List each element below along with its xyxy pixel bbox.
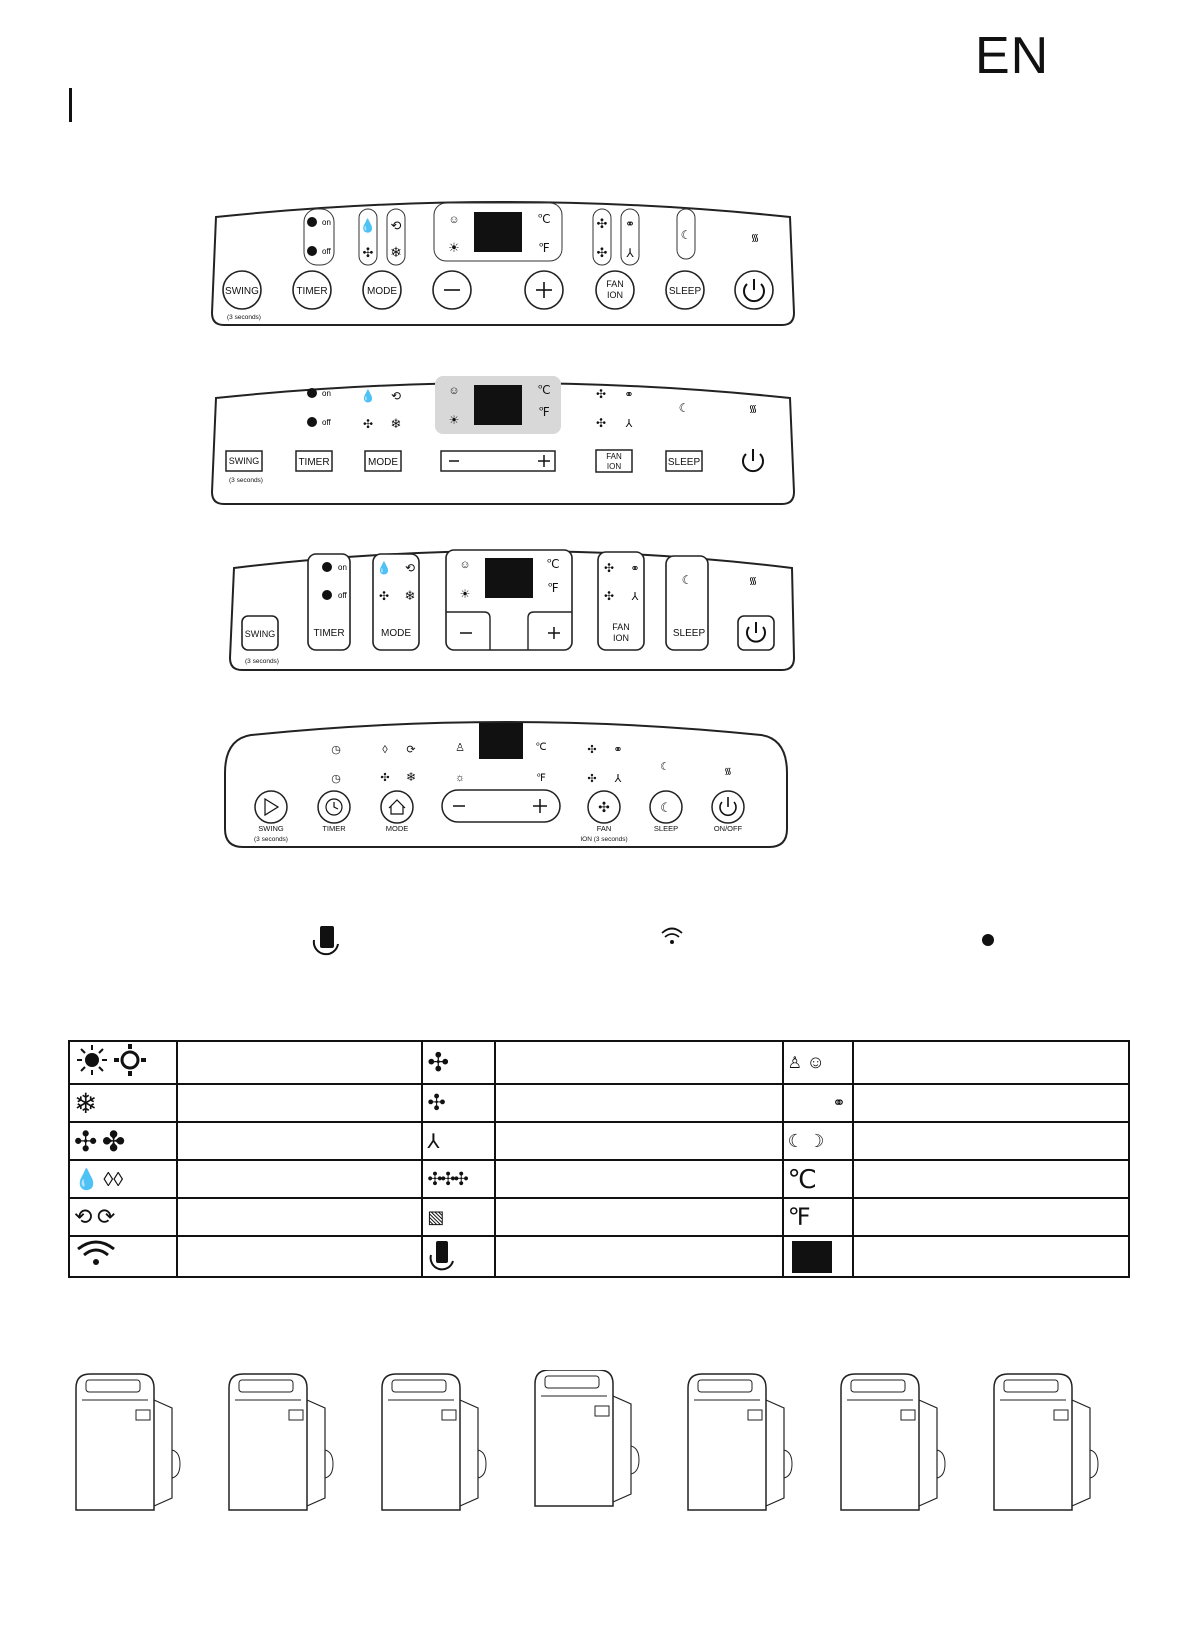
- sun-icon: [77, 1045, 107, 1075]
- fan-medium-icon: ✣: [427, 1090, 446, 1115]
- sleep-button[interactable]: [666, 271, 704, 309]
- control-panel-4: [221, 717, 791, 857]
- fan-high-icon: ✣: [603, 561, 615, 575]
- snowflake-icon: ❄: [74, 1087, 98, 1119]
- sleep-button[interactable]: [650, 791, 682, 833]
- temperature-rocker[interactable]: [442, 790, 560, 822]
- table-row: [69, 1122, 1129, 1160]
- fahrenheit-indicator: ℉: [538, 405, 550, 419]
- display-screen: [479, 723, 523, 759]
- sleep-moon-icon: ☾: [681, 573, 693, 587]
- celsius-indicator: ℃: [537, 383, 551, 397]
- legend-icon-cell: [69, 1198, 177, 1236]
- auto-mode-icon: ⟲: [404, 561, 416, 575]
- legend-label: [853, 1236, 1129, 1277]
- control-panel-1: [208, 195, 798, 335]
- fan-medium-icon: ✣: [587, 773, 597, 785]
- language-tag: EN: [975, 27, 1050, 85]
- drops-outline-icon: ◊◊: [103, 1168, 124, 1191]
- clock-on-icon: [307, 217, 317, 227]
- dehumidify-icon: 💧: [359, 218, 377, 233]
- svg-text:SLEEP: SLEEP: [667, 457, 701, 468]
- legend-icon-cell: [422, 1198, 495, 1236]
- auto-restart-icon: [314, 926, 338, 954]
- svg-text:SLEEP: SLEEP: [668, 286, 702, 297]
- margin-bar: [69, 88, 72, 122]
- clock-off-icon: [307, 417, 317, 427]
- legend-label: [853, 1122, 1129, 1160]
- fan-low-icon: ⅄: [427, 1130, 440, 1153]
- timer-button[interactable]: [296, 451, 332, 471]
- display-screen: [485, 558, 533, 598]
- minus-button[interactable]: [433, 271, 471, 309]
- legend-icon-cell: [69, 1122, 177, 1160]
- plus-button[interactable]: [525, 271, 563, 309]
- drop-icon: 💧: [74, 1168, 99, 1191]
- icon-legend-table: [68, 1040, 1130, 1278]
- swing-button[interactable]: [226, 451, 262, 471]
- fan-mode-icon: ✣: [362, 245, 374, 260]
- sleep-button[interactable]: [666, 556, 708, 650]
- legend-label: [853, 1084, 1129, 1122]
- legend-icon-cell: [69, 1236, 177, 1277]
- celsius-indicator: ℃: [537, 212, 551, 226]
- fan-mode-icon: ✣: [362, 417, 374, 431]
- legend-icon-cell: [422, 1122, 495, 1160]
- svg-text:✣: ✣: [598, 799, 610, 815]
- person-icon: ♙: [787, 1055, 802, 1072]
- display-icon: [792, 1241, 832, 1273]
- fan-high-icon: ✣: [427, 1047, 450, 1077]
- power-button[interactable]: [738, 616, 774, 650]
- svg-text:FAN: FAN: [612, 622, 630, 632]
- sleep-button[interactable]: [666, 451, 702, 471]
- legend-icon-cell: [783, 1122, 853, 1160]
- svg-text:☾: ☾: [660, 800, 672, 815]
- svg-text:SWING: SWING: [258, 824, 284, 833]
- cool-mode-icon: ❄: [390, 416, 402, 431]
- fan-low-icon: ⅄: [625, 418, 633, 430]
- dehumidify-icon: 💧: [376, 561, 392, 575]
- mode-button[interactable]: [365, 451, 401, 471]
- celsius-symbol: ℃: [787, 1163, 817, 1194]
- legend-label: [177, 1236, 422, 1277]
- portable-ac-unit-icon: [382, 1374, 486, 1510]
- clock-on-icon: [307, 388, 317, 398]
- table-row: [69, 1084, 1129, 1122]
- ion-icon: ⚭: [832, 1095, 846, 1112]
- sun-icon: ☀: [459, 587, 471, 601]
- fan-ion-button[interactable]: [596, 450, 632, 472]
- legend-icon-cell: [783, 1198, 853, 1236]
- legend-label: [495, 1160, 782, 1198]
- dot-icon: [982, 934, 994, 946]
- tank-icon: [427, 1237, 457, 1271]
- fahrenheit-indicator: ℉: [547, 581, 559, 595]
- svg-text:TIMER: TIMER: [296, 286, 328, 297]
- portable-ac-unit-icon: [229, 1374, 333, 1510]
- table-row: [69, 1160, 1129, 1198]
- clock-off-icon: [307, 246, 317, 256]
- svg-text:ION: ION: [606, 290, 624, 300]
- fan-low-icon: ⅄: [626, 246, 634, 260]
- fan-low-icon: ⅄: [631, 591, 639, 603]
- svg-text:MODE: MODE: [368, 457, 398, 468]
- wifi-note: (3 seconds): [227, 314, 261, 321]
- legend-label: [495, 1198, 782, 1236]
- person-circle-icon: ☺: [448, 385, 460, 397]
- cool-mode-icon: ❄: [404, 588, 416, 603]
- portable-ac-unit-icon: [841, 1374, 945, 1510]
- icon-row: [300, 920, 1020, 960]
- cool-mode-icon: ❄: [390, 244, 402, 260]
- svg-text:ON/OFF: ON/OFF: [713, 824, 743, 833]
- fan-ion-button[interactable]: [596, 271, 634, 309]
- sun-icon: ☀: [448, 240, 460, 255]
- legend-icon-cell: [422, 1041, 495, 1084]
- auto-icon: ⟲: [74, 1204, 93, 1229]
- auto-mode-icon: ⟲: [390, 218, 402, 233]
- swing-button[interactable]: [242, 616, 278, 650]
- legend-label: [177, 1084, 422, 1122]
- svg-text:FAN: FAN: [606, 279, 624, 289]
- fan-medium-icon: ✣: [603, 589, 615, 603]
- sleep-moon-icon: ☾: [660, 761, 670, 773]
- fan-medium-icon: ✣: [595, 416, 607, 430]
- clock-off-icon: ◷: [331, 773, 341, 785]
- mode-button[interactable]: [381, 791, 413, 833]
- temperature-rocker[interactable]: [441, 451, 555, 471]
- fan-low-icon: ⅄: [614, 773, 622, 785]
- legend-label: [853, 1041, 1129, 1084]
- legend-icon-cell: [783, 1160, 853, 1198]
- svg-text:SLEEP: SLEEP: [672, 628, 706, 639]
- svg-text:MODE: MODE: [367, 286, 397, 297]
- wifi-indicator-icon: ᯾: [748, 576, 758, 587]
- timer-on-label: on: [322, 389, 331, 398]
- moon-outline-icon: ☽: [808, 1130, 825, 1151]
- legend-icon-cell: [422, 1236, 495, 1277]
- timer-button[interactable]: [293, 271, 331, 309]
- legend-icon-cell: [422, 1160, 495, 1198]
- timer-off-label: off: [322, 418, 331, 427]
- sun-icon: ☀: [448, 413, 460, 427]
- person-circle-icon: ☺: [459, 559, 471, 571]
- svg-text:ION: ION: [606, 462, 622, 471]
- sun-outline-icon: ☼: [454, 772, 466, 784]
- legend-label: [177, 1198, 422, 1236]
- fan-icon: ✣: [74, 1125, 98, 1157]
- fahrenheit-indicator: ℉: [536, 773, 546, 784]
- legend-icon-cell: [783, 1236, 853, 1277]
- display-screen: [474, 212, 522, 252]
- svg-text:on: on: [338, 563, 347, 572]
- timer-on-label: on: [322, 218, 331, 227]
- swing-button[interactable]: [255, 791, 287, 833]
- mode-button[interactable]: [363, 271, 401, 309]
- fan-mode-icon: ✣: [378, 589, 390, 603]
- person-circle-icon: ☺: [806, 1052, 825, 1072]
- power-button[interactable]: [712, 791, 744, 833]
- wifi-note: (3 seconds): [229, 477, 263, 484]
- cool-mode-icon: ❄: [405, 770, 417, 784]
- filter-icon: ▧: [427, 1206, 445, 1227]
- svg-text:SWING: SWING: [225, 286, 259, 297]
- svg-text:TIMER: TIMER: [322, 824, 346, 833]
- legend-icon-cell: [69, 1041, 177, 1084]
- auto-mode-icon: ⟲: [390, 389, 402, 403]
- ion-icon: ⚭: [630, 563, 640, 575]
- moon-icon: ☾: [787, 1130, 804, 1151]
- fahrenheit-symbol: ℉: [787, 1203, 811, 1231]
- timer-button[interactable]: [308, 554, 350, 650]
- wifi-indicator-icon: ᯾: [724, 766, 732, 776]
- display-screen: [474, 385, 522, 425]
- legend-label: [177, 1122, 422, 1160]
- portable-ac-unit-icon: [688, 1374, 792, 1510]
- svg-text:TIMER: TIMER: [313, 628, 345, 639]
- sun-outline-icon: [114, 1044, 146, 1076]
- legend-icon-cell: [422, 1084, 495, 1122]
- svg-text:off: off: [338, 591, 347, 600]
- clock-on-icon: ◷: [331, 744, 341, 756]
- fan-auto-icon: ✤: [101, 1125, 126, 1157]
- wifi-icon: [74, 1237, 118, 1271]
- svg-text:MODE: MODE: [385, 824, 409, 833]
- dehumidify-icon: 💧: [360, 389, 376, 403]
- svg-text:FAN: FAN: [606, 452, 622, 461]
- portable-ac-unit-icon: [76, 1374, 180, 1510]
- svg-text:FAN: FAN: [596, 824, 612, 833]
- fan-high-icon: ✣: [595, 387, 607, 401]
- ion-icon: ⚭: [624, 217, 636, 231]
- fan-ion-button[interactable]: [598, 552, 644, 650]
- cycle-icon: ⟳: [406, 744, 416, 756]
- unit-models-row: [68, 1370, 1130, 1530]
- legend-label: [495, 1236, 782, 1277]
- mode-button[interactable]: [373, 554, 419, 650]
- sleep-moon-icon: ☾: [678, 401, 690, 415]
- timer-button[interactable]: [318, 791, 350, 833]
- sleep-moon-icon: ☾: [680, 228, 692, 242]
- portable-ac-unit-icon: [994, 1374, 1098, 1510]
- legend-icon-cell: [69, 1084, 177, 1122]
- display-and-temp-group: [446, 550, 572, 650]
- legend-icon-cell: [783, 1084, 853, 1122]
- svg-text:MODE: MODE: [381, 628, 411, 639]
- cycle-icon: ⟳: [96, 1204, 116, 1229]
- legend-label: [495, 1122, 782, 1160]
- svg-text:SLEEP: SLEEP: [653, 824, 679, 833]
- power-button[interactable]: [735, 271, 773, 309]
- fan-speeds-icon: ✣✣✣: [427, 1168, 467, 1189]
- fan-high-icon: ✣: [587, 744, 597, 756]
- fan-medium-icon: ✣: [596, 245, 608, 260]
- wifi-indicator-icon: ᯾: [750, 233, 760, 244]
- svg-text:ION: ION: [612, 633, 630, 643]
- table-row: [69, 1198, 1129, 1236]
- drops-outline-icon: ◊: [382, 744, 388, 756]
- fahrenheit-indicator: ℉: [538, 241, 550, 255]
- table-row: [69, 1041, 1129, 1084]
- person-circle-icon: ☺: [448, 214, 460, 226]
- control-panel-2: [208, 376, 798, 516]
- table-row: [69, 1236, 1129, 1277]
- portable-ac-unit-icon: [535, 1370, 639, 1506]
- fan-auto-icon: ✣: [380, 772, 390, 784]
- legend-label: [853, 1198, 1129, 1236]
- swing-button[interactable]: [223, 271, 261, 309]
- legend-icon-cell: [783, 1041, 853, 1084]
- wifi-note: (3 seconds): [254, 836, 288, 843]
- celsius-indicator: ℃: [535, 742, 547, 753]
- wifi-note: (3 seconds): [245, 658, 279, 665]
- control-panel-3: [228, 544, 798, 678]
- ion-icon: ⚭: [624, 389, 634, 401]
- celsius-indicator: ℃: [546, 557, 560, 571]
- person-icon: ♙: [455, 742, 465, 754]
- legend-label: [495, 1041, 782, 1084]
- legend-icon-cell: [69, 1160, 177, 1198]
- wifi-icon: [662, 929, 682, 945]
- legend-label: [177, 1041, 422, 1084]
- legend-label: [853, 1160, 1129, 1198]
- wifi-indicator-icon: ᯾: [748, 404, 758, 415]
- legend-label: [177, 1160, 422, 1198]
- timer-off-label: off: [322, 247, 331, 256]
- svg-text:ION (3 seconds): ION (3 seconds): [580, 836, 628, 843]
- svg-text:TIMER: TIMER: [298, 457, 330, 468]
- legend-label: [495, 1084, 782, 1122]
- ion-icon: ⚭: [613, 744, 623, 756]
- svg-text:SWING: SWING: [228, 456, 260, 466]
- fan-high-icon: ✣: [596, 216, 608, 231]
- svg-text:SWING: SWING: [244, 629, 276, 639]
